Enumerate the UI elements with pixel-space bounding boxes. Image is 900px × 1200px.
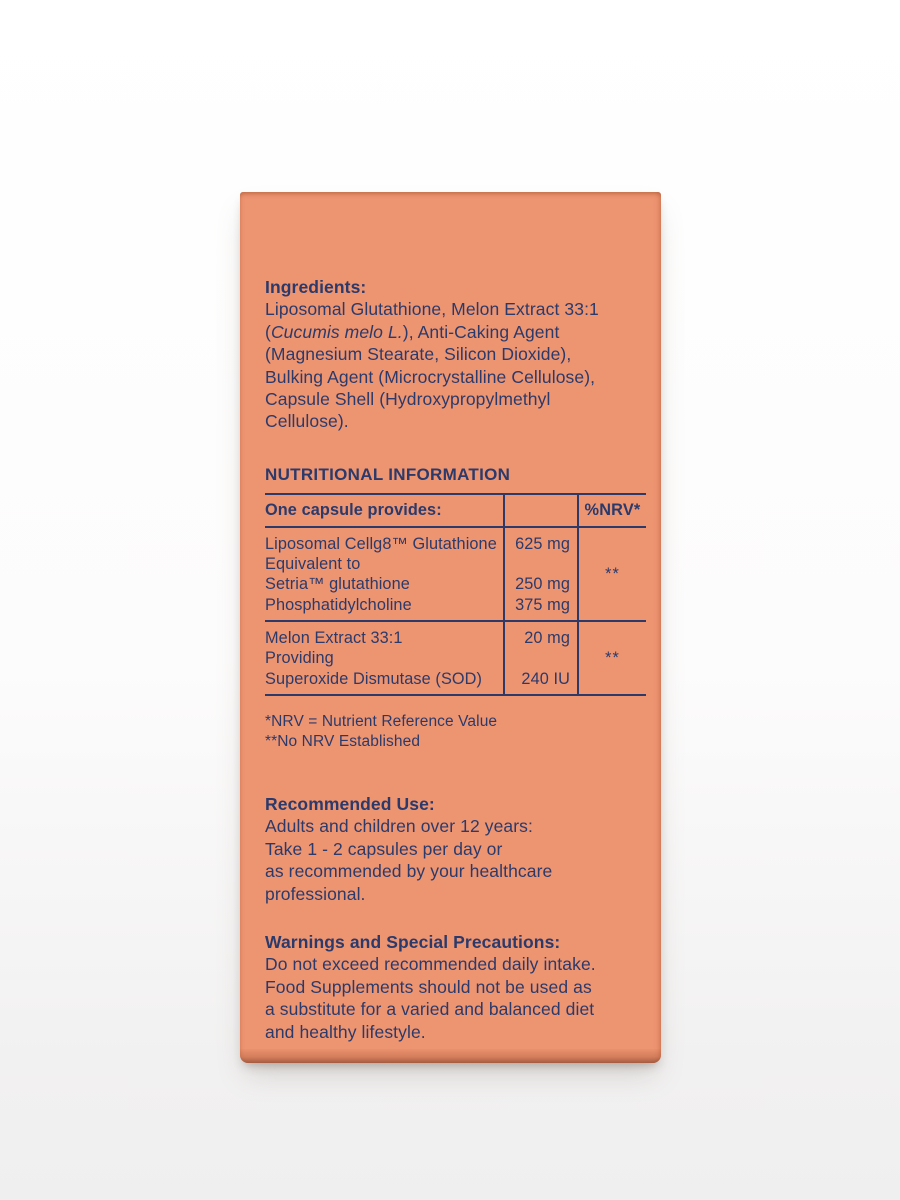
header-cell-amount-empty	[503, 495, 577, 526]
nutrient-amount-cell	[503, 622, 577, 694]
header-provides-label: One capsule provides:	[265, 500, 442, 519]
nrv-footnotes	[265, 712, 639, 753]
header-cell-nrv: %NRV*	[577, 495, 646, 526]
nutrient-amount-cell	[503, 528, 577, 620]
ingredients-line-part: ), Anti-Caking Agent	[402, 321, 560, 342]
nutrient-amount-line	[505, 554, 570, 574]
nutrient-name-line: Providing	[265, 649, 334, 668]
nutrient-name-cell	[265, 528, 503, 620]
table-row-melon-extract	[265, 622, 646, 694]
warnings-heading: Warnings and Special Precautions:	[265, 931, 561, 952]
latin-name-italic: Cucumis melo L.	[270, 321, 403, 342]
nutrient-amount-line: 240 IU	[521, 669, 570, 688]
nutrition-table-header-row	[265, 495, 646, 528]
nrv-footnote: **No NRV Established	[265, 733, 421, 751]
warnings-line: Food Supplements should not be used as	[265, 976, 592, 997]
recommended-use-line: as recommended by your healthcare	[265, 861, 553, 882]
ingredients-line: Capsule Shell (Hydroxypropylmethyl	[265, 389, 551, 410]
nutrient-name-line: Phosphatidylcholine	[265, 595, 412, 614]
nutrient-amount-line: 625 mg	[515, 534, 570, 553]
table-row-glutathione	[265, 528, 646, 622]
warnings-line: and healthy lifestyle.	[265, 1021, 426, 1042]
recommended-use-section	[265, 793, 639, 905]
nutrient-name-line: Liposomal Cellg8™ Glutathione	[265, 534, 497, 553]
warnings-line: a substitute for a varied and balanced diet	[265, 999, 595, 1020]
nutrient-name-line: Setria™ glutathione	[265, 575, 410, 594]
ingredients-line: Cellulose).	[265, 411, 349, 432]
ingredients-heading: Ingredients:	[265, 277, 367, 297]
warnings-line: Do not exceed recommended daily intake.	[265, 954, 596, 975]
recommended-use-heading: Recommended Use:	[265, 793, 435, 814]
nrv-footnote: *NRV = Nutrient Reference Value	[265, 712, 498, 730]
ingredients-line: Bulking Agent (Microcrystalline Cellulose),	[265, 366, 596, 387]
nutrient-amount-line: 375 mg	[515, 595, 570, 614]
back-panel-content	[240, 192, 661, 1063]
box-bottom-edge	[240, 1049, 661, 1063]
recommended-use-line: professional.	[265, 883, 366, 904]
nutrient-name-cell	[265, 622, 503, 694]
nutrient-name-line: Equivalent to	[265, 555, 361, 574]
header-cell-provides	[265, 495, 503, 526]
ingredients-line	[265, 321, 639, 343]
recommended-use-line: Adults and children over 12 years:	[265, 816, 533, 837]
nutrient-name-line: Melon Extract 33:1	[265, 629, 403, 648]
nutrient-nrv-cell: **	[577, 528, 646, 620]
nutrient-amount-line: 250 mg	[515, 575, 570, 594]
nutrition-table	[265, 493, 646, 696]
nutrient-amount-line: 20 mg	[524, 629, 570, 648]
ingredients-line: Liposomal Glutathione, Melon Extract 33:1	[265, 299, 599, 320]
ingredients-section	[265, 276, 639, 433]
nutrient-name-line: Superoxide Dismutase (SOD)	[265, 669, 483, 688]
ingredients-line-part: (	[265, 321, 271, 342]
warnings-section	[265, 931, 639, 1043]
supplement-box-back-panel	[240, 192, 661, 1063]
recommended-use-line: Take 1 - 2 capsules per day or	[265, 838, 503, 859]
ingredients-line: (Magnesium Stearate, Silicon Dioxide),	[265, 344, 572, 365]
nutrient-nrv-cell: **	[577, 622, 646, 694]
nutritional-information-heading: NUTRITIONAL INFORMATION	[265, 464, 511, 484]
nutritional-information-section	[265, 464, 639, 753]
nutrient-amount-line	[505, 648, 570, 668]
